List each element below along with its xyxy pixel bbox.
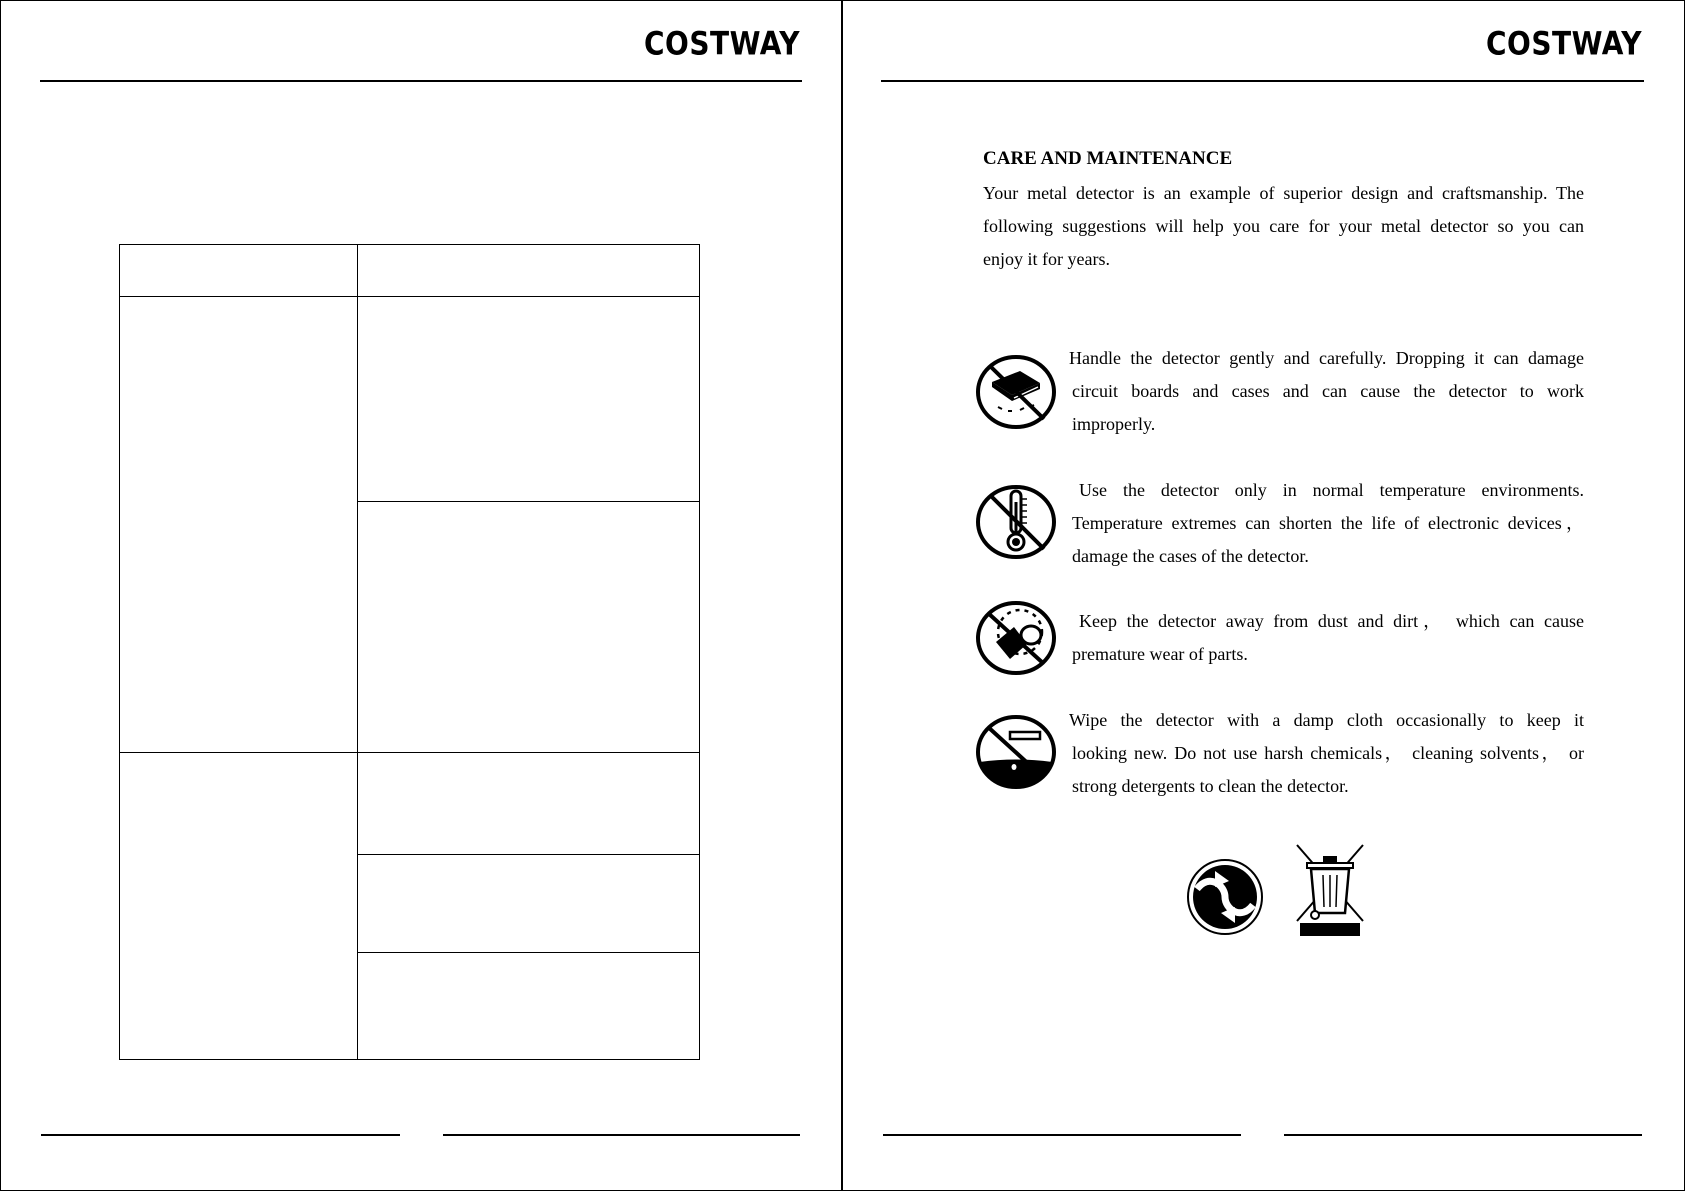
- header-rule: [881, 80, 1644, 82]
- care-item-text: [1072, 474, 1584, 572]
- care-item-line: premature wear of parts.: [1072, 643, 1248, 664]
- care-item-text: [1069, 342, 1584, 440]
- empty-table: [119, 244, 700, 1060]
- brand-logo: COSTWAY: [643, 24, 800, 63]
- table-row-divider: [120, 752, 699, 753]
- table-column-divider: [357, 245, 358, 1059]
- no-dropping-icon: [974, 352, 1058, 432]
- right-page: [842, 0, 1685, 1190]
- header-rule: [40, 80, 802, 82]
- table-row-divider: [358, 952, 699, 953]
- care-item-line: Use the detector only in normal temperature environments.: [1079, 480, 1584, 500]
- care-item-line: Wipe the detector with a damp cloth occasionally to keep it: [1069, 710, 1584, 730]
- table-header-row-divider: [120, 296, 699, 297]
- care-item-line: looking new. Do not use harsh chemicals， cleaning solvents， or: [1072, 742, 1584, 763]
- footer-rule-right: [443, 1134, 800, 1136]
- table-row-divider: [358, 854, 699, 855]
- no-dust-icon: [974, 598, 1058, 678]
- section-title: CARE AND MAINTENANCE: [983, 148, 1233, 169]
- footer-rule-left: [883, 1134, 1241, 1136]
- care-item-text: [1072, 605, 1584, 671]
- no-temperature-extremes-icon: [974, 482, 1058, 562]
- care-item-line: strong detergents to clean the detector.: [1072, 775, 1349, 796]
- care-item-line: Keep the detector away from dust and dirt， which can cause: [1079, 611, 1584, 631]
- care-item-line: Temperature extremes can shorten the life of electronic devices，: [1072, 512, 1584, 533]
- footer-rule-left: [41, 1134, 400, 1136]
- intro-line: Your metal detector is an example of superior design and craftsmanship. The: [983, 183, 1584, 203]
- green-dot-recycling-icon: [1185, 857, 1265, 937]
- no-harsh-chemicals-icon: [974, 712, 1058, 792]
- intro-paragraph: [983, 177, 1584, 275]
- care-item-text: [1069, 704, 1584, 802]
- intro-line: enjoy it for years.: [983, 248, 1110, 269]
- footer-rule-right: [1284, 1134, 1642, 1136]
- care-item-line: damage the cases of the detector.: [1072, 545, 1309, 566]
- brand-logo: COSTWAY: [1485, 24, 1642, 63]
- care-item-line: Handle the detector gently and carefully. Dropping it can damage: [1069, 348, 1584, 368]
- table-row-divider: [358, 501, 699, 502]
- intro-line: following suggestions will help you care for your metal detector so you can: [983, 215, 1584, 236]
- care-item-line: improperly.: [1072, 413, 1156, 434]
- left-page: [0, 0, 841, 1190]
- weee-crossed-out-bin-icon: [1293, 841, 1367, 936]
- care-item-line: circuit boards and cases and can cause the detector to work: [1072, 380, 1584, 401]
